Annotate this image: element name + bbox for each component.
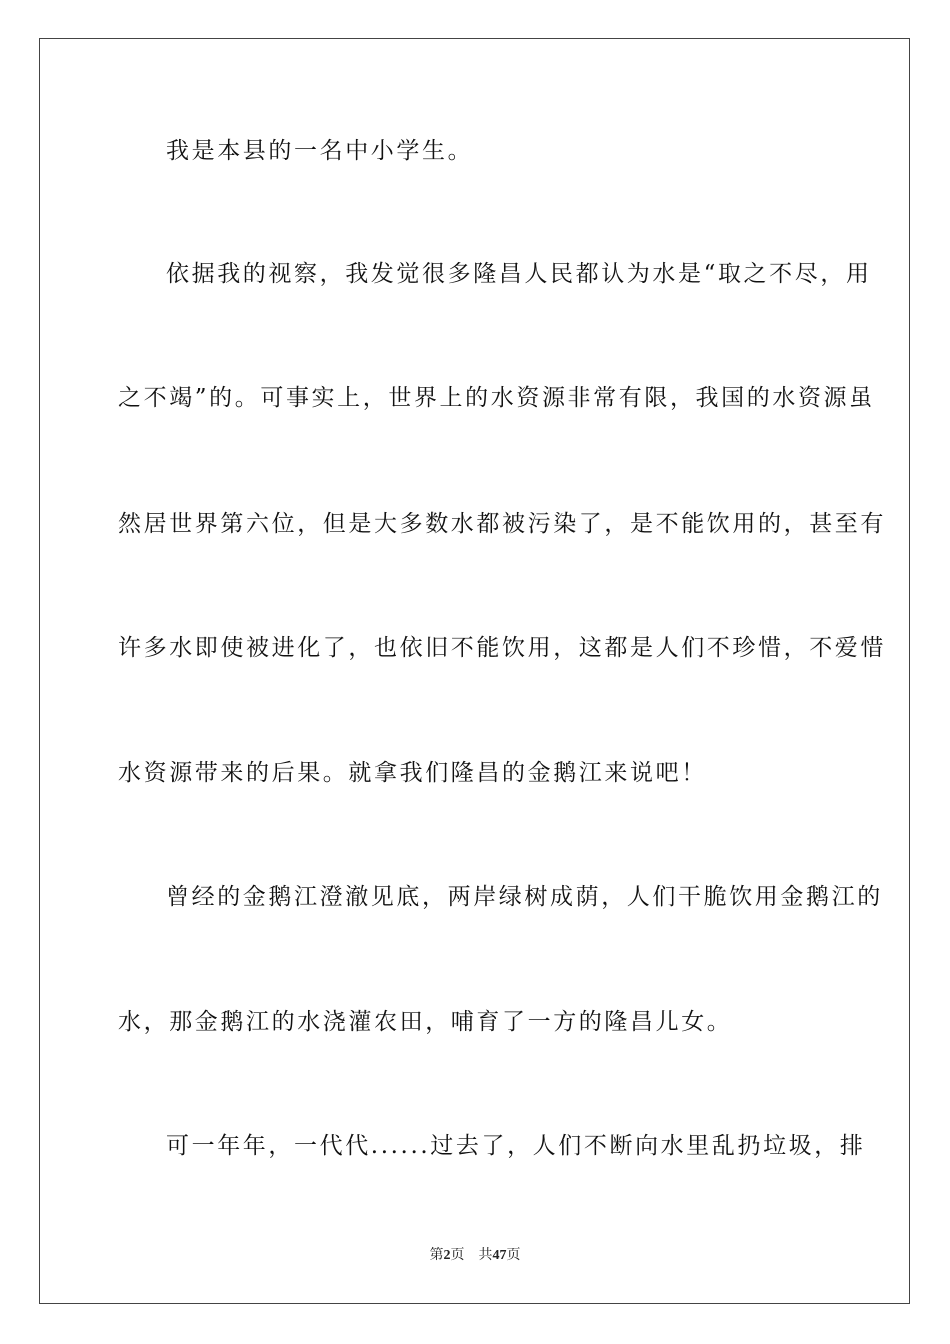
paragraph-line-4: 然居世界第六位，但是大多数水都被污染了，是不能饮用的，甚至有 xyxy=(118,511,886,537)
page-number: 2 xyxy=(443,1248,451,1263)
paragraph-line-6: 水资源带来的后果。就拿我们隆昌的金鹅江来说吧！ xyxy=(118,760,707,786)
paragraph-line-5: 许多水即使被进化了，也依旧不能饮用，这都是人们不珍惜，不爱惜 xyxy=(118,635,886,661)
paragraph-line-1: 我是本县的一名中小学生。 xyxy=(166,138,474,164)
paragraph-line-9: 可一年年，一代代......过去了，人们不断向水里乱扔垃圾，排 xyxy=(166,1133,866,1159)
total-pages: 47 xyxy=(492,1248,507,1263)
total-suffix: 页 xyxy=(506,1248,521,1263)
paragraph-line-2: 依据我的视察，我发觉很多隆昌人民都认为水是“取之不尽，用 xyxy=(166,261,872,287)
total-prefix: 共 xyxy=(478,1248,493,1263)
paragraph-line-7: 曾经的金鹅江澄澈见底，两岸绿树成荫，人们干脆饮用金鹅江的 xyxy=(166,884,883,910)
page-suffix: 页 xyxy=(450,1248,465,1263)
page-border xyxy=(39,38,910,1304)
paragraph-line-8: 水，那金鹅江的水浇灌农田，哺育了一方的隆昌儿女。 xyxy=(118,1009,733,1035)
paragraph-line-3: 之不竭”的。可事实上，世界上的水资源非常有限，我国的水资源虽 xyxy=(118,385,875,411)
page-footer xyxy=(0,1246,950,1266)
page-prefix: 第 xyxy=(429,1248,444,1263)
